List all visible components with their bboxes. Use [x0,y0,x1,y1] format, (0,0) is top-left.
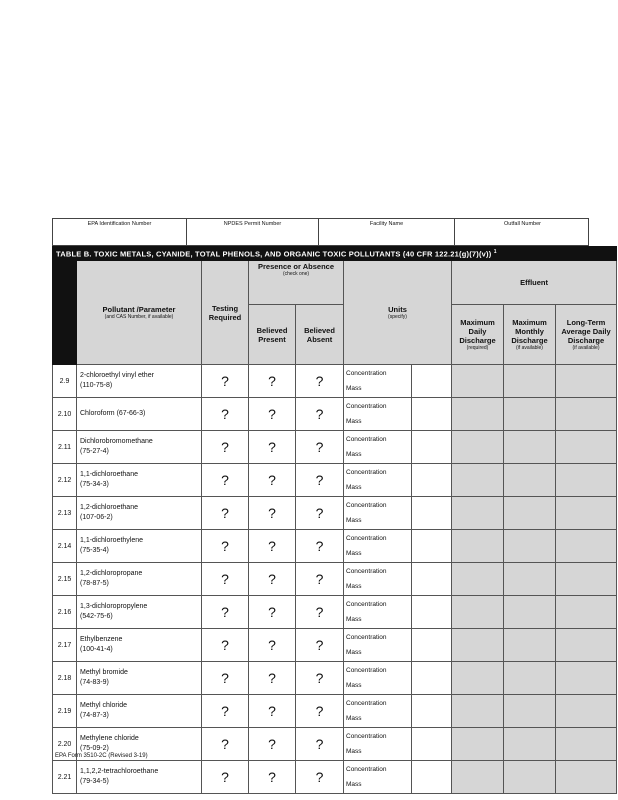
row-number: 2.9 [53,365,77,398]
table-row [53,530,617,563]
units-labels: Concentration Mass [344,398,412,431]
long-term-input[interactable] [556,497,617,530]
table-row [53,596,617,629]
row-number: 2.18 [53,662,77,695]
units-input[interactable] [412,530,452,563]
testing-required-checkbox[interactable]: ? [202,464,249,497]
epa-id-field[interactable]: EPA Identification Number [53,219,187,246]
row-number: 2.21 [53,761,77,794]
row-number: 2.17 [53,629,77,662]
believed-present-checkbox[interactable]: ? [249,728,296,761]
believed-present-checkbox[interactable]: ? [249,761,296,794]
pollutant-name: 2-chloroethyl vinyl ether (110-75-8) [77,365,202,398]
table-row [53,398,617,431]
max-monthly-input[interactable] [504,695,556,728]
long-term-input[interactable] [556,563,617,596]
max-monthly-header: Maximum Monthly Discharge (if available) [504,305,556,365]
long-term-input[interactable] [556,530,617,563]
believed-absent-checkbox[interactable]: ? [296,398,344,431]
table-row [53,695,617,728]
testing-required-header: Testing Required [202,261,249,365]
max-monthly-input[interactable] [504,761,556,794]
testing-required-checkbox[interactable]: ? [202,728,249,761]
believed-absent-checkbox[interactable]: ? [296,431,344,464]
units-header: Units (specify) [344,261,452,365]
max-monthly-input[interactable] [504,629,556,662]
pollutant-name: Ethylbenzene (100-41-4) [77,629,202,662]
believed-absent-header: Believed Absent [296,305,344,365]
units-input[interactable] [412,464,452,497]
units-input[interactable] [412,563,452,596]
max-monthly-input[interactable] [504,662,556,695]
believed-present-checkbox[interactable]: ? [249,365,296,398]
npdes-permit-field[interactable]: NPDES Permit Number [187,219,319,246]
max-monthly-input[interactable] [504,365,556,398]
table-row [53,464,617,497]
max-monthly-input[interactable] [504,530,556,563]
units-labels: Concentration Mass [344,761,412,794]
table-row [53,629,617,662]
max-monthly-input[interactable] [504,728,556,761]
max-monthly-input[interactable] [504,596,556,629]
max-daily-input[interactable] [452,695,504,728]
units-input[interactable] [412,695,452,728]
max-daily-input[interactable] [452,365,504,398]
units-labels: Concentration Mass [344,431,412,464]
pollutant-name: Chloroform (67-66-3) [77,398,202,431]
table-title: TABLE B. TOXIC METALS, CYANIDE, TOTAL PHENOLS, AND ORGANIC TOXIC POLLUTANTS (40 CFR 122.21(g)(7)(v)) $^1$ [53,247,617,261]
units-input[interactable] [412,596,452,629]
believed-present-checkbox[interactable]: ? [249,629,296,662]
believed-absent-checkbox[interactable]: ? [296,662,344,695]
testing-required-checkbox[interactable]: ? [202,365,249,398]
table-row [53,563,617,596]
max-daily-input[interactable] [452,497,504,530]
believed-absent-checkbox[interactable]: ? [296,596,344,629]
row-number: 2.14 [53,530,77,563]
believed-present-checkbox[interactable]: ? [249,464,296,497]
identification-bar [52,218,589,246]
testing-required-checkbox[interactable]: ? [202,695,249,728]
max-monthly-input[interactable] [504,398,556,431]
believed-present-header: Believed Present [249,305,296,365]
long-term-input[interactable] [556,596,617,629]
pollutant-table [52,246,617,794]
row-number: 2.13 [53,497,77,530]
long-term-input[interactable] [556,398,617,431]
table-row [53,431,617,464]
max-monthly-input[interactable] [504,497,556,530]
units-labels: Concentration Mass [344,530,412,563]
row-number: 2.19 [53,695,77,728]
units-labels: Concentration Mass [344,563,412,596]
table-row [53,662,617,695]
pollutant-name: Methyl chloride (74-87-3) [77,695,202,728]
believed-absent-checkbox[interactable]: ? [296,365,344,398]
believed-present-checkbox[interactable]: ? [249,695,296,728]
row-number: 2.12 [53,464,77,497]
long-term-input[interactable] [556,431,617,464]
pollutant-name: 1,3-dichloropropylene (542-75-6) [77,596,202,629]
units-labels: Concentration Mass [344,662,412,695]
believed-absent-checkbox[interactable]: ? [296,728,344,761]
max-daily-input[interactable] [452,596,504,629]
row-number: 2.15 [53,563,77,596]
presence-header: Presence or Absence (check one) [249,261,344,305]
form-footer: EPA Form 3510-2C (Revised 3-19) [55,753,148,759]
units-input[interactable] [412,497,452,530]
max-daily-input[interactable] [452,530,504,563]
pollutant-name: Methyl bromide (74-83-9) [77,662,202,695]
testing-required-checkbox[interactable]: ? [202,629,249,662]
believed-absent-checkbox[interactable]: ? [296,464,344,497]
pollutant-name: 1,2-dichloroethane (107-06-2) [77,497,202,530]
long-term-input[interactable] [556,695,617,728]
testing-required-checkbox[interactable]: ? [202,398,249,431]
pollutant-name: 1,1-dichloroethane (75-34-3) [77,464,202,497]
outfall-number-field[interactable]: Outfall Number [504,221,541,227]
units-input[interactable] [412,629,452,662]
units-input[interactable] [412,728,452,761]
testing-required-checkbox[interactable]: ? [202,497,249,530]
believed-present-checkbox[interactable]: ? [249,662,296,695]
testing-required-checkbox[interactable]: ? [202,530,249,563]
pollutant-name: 1,1-dichloroethylene (75-35-4) [77,530,202,563]
max-daily-input[interactable] [452,728,504,761]
long-term-input[interactable] [556,728,617,761]
believed-present-checkbox[interactable]: ? [249,431,296,464]
max-monthly-input[interactable] [504,563,556,596]
max-daily-header: Maximum Daily Discharge (required) [452,305,504,365]
units-labels: Concentration Mass [344,365,412,398]
max-daily-input[interactable] [452,431,504,464]
long-term-input[interactable] [556,629,617,662]
believed-present-checkbox[interactable]: ? [249,530,296,563]
units-input[interactable] [412,398,452,431]
units-input[interactable] [412,662,452,695]
long-term-input[interactable] [556,464,617,497]
long-term-input[interactable] [556,761,617,794]
testing-required-checkbox[interactable]: ? [202,761,249,794]
table-row [53,761,617,794]
believed-absent-checkbox[interactable]: ? [296,530,344,563]
units-labels: Concentration Mass [344,695,412,728]
effluent-header: Effluent [452,261,617,305]
units-labels: Concentration Mass [344,497,412,530]
row-number: 2.20 [53,728,77,761]
believed-present-checkbox[interactable]: ? [249,497,296,530]
row-number: 2.11 [53,431,77,464]
table-row [53,365,617,398]
max-daily-input[interactable] [452,629,504,662]
max-daily-input[interactable] [452,464,504,497]
units-labels: Concentration Mass [344,464,412,497]
believed-present-checkbox[interactable]: ? [249,398,296,431]
units-labels: Concentration Mass [344,629,412,662]
testing-required-checkbox[interactable]: ? [202,563,249,596]
testing-required-checkbox[interactable]: ? [202,662,249,695]
row-number: 2.16 [53,596,77,629]
pollutant-header: Pollutant /Parameter (and CAS Number, if available) [77,261,202,365]
max-monthly-input[interactable] [504,431,556,464]
long-term-input[interactable] [556,365,617,398]
max-monthly-input[interactable] [504,464,556,497]
pollutant-name: 1,2-dichloropropane (78-87-5) [77,563,202,596]
units-input[interactable] [412,431,452,464]
facility-name-field[interactable]: Facility Name [319,219,455,246]
believed-absent-checkbox[interactable]: ? [296,761,344,794]
units-labels: Concentration Mass [344,596,412,629]
pollutant-name: Dichlorobromomethane (75-27-4) [77,431,202,464]
units-input[interactable] [412,761,452,794]
table-row [53,497,617,530]
max-daily-input[interactable] [452,761,504,794]
row-number: 2.10 [53,398,77,431]
max-daily-input[interactable] [452,662,504,695]
long-term-input[interactable] [556,662,617,695]
pollutant-name: 1,1,2,2-tetrachloroethane (79-34-5) [77,761,202,794]
testing-required-checkbox[interactable]: ? [202,431,249,464]
believed-absent-checkbox[interactable]: ? [296,563,344,596]
believed-present-checkbox[interactable]: ? [249,563,296,596]
believed-absent-checkbox[interactable]: ? [296,497,344,530]
max-daily-input[interactable] [452,398,504,431]
testing-required-checkbox[interactable]: ? [202,596,249,629]
believed-present-checkbox[interactable]: ? [249,596,296,629]
units-labels: Concentration Mass [344,728,412,761]
max-daily-input[interactable] [452,563,504,596]
believed-absent-checkbox[interactable]: ? [296,629,344,662]
units-input[interactable] [412,365,452,398]
believed-absent-checkbox[interactable]: ? [296,695,344,728]
long-term-header: Long-Term Average Daily Discharge (if available) [556,305,617,365]
pollutant-name: Methylene chloride (75-09-2) [77,728,202,761]
